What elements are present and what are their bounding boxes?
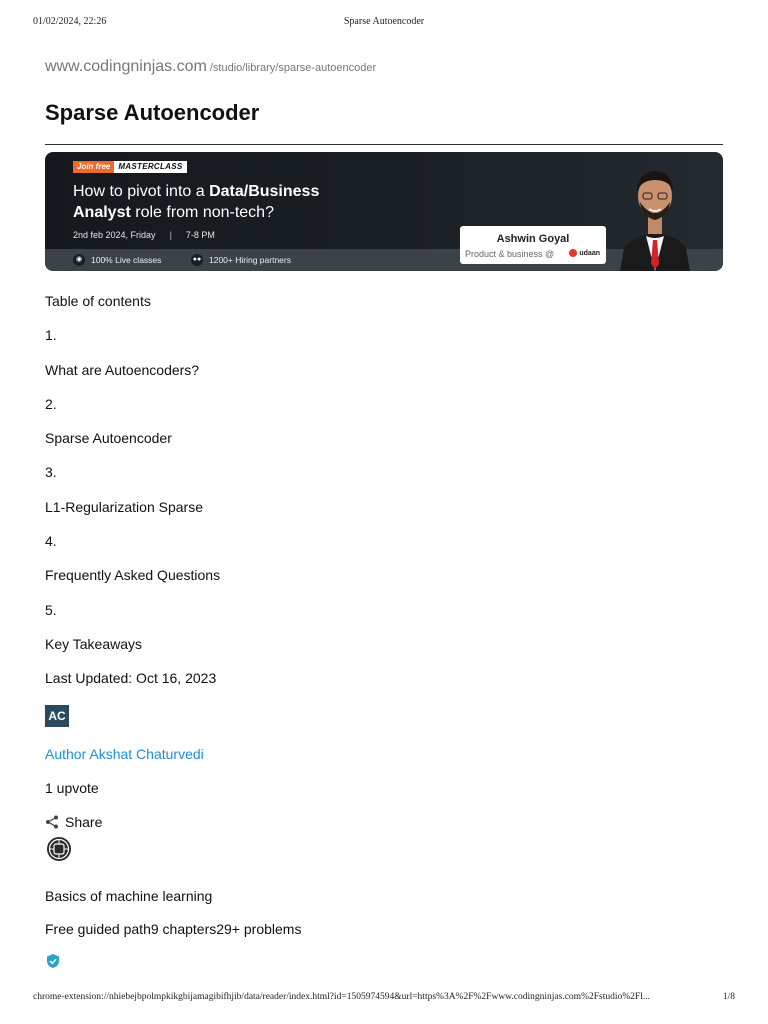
masterclass-badge bbox=[73, 161, 187, 173]
masterclass-banner[interactable] bbox=[45, 152, 723, 271]
people-icon: ●● bbox=[191, 254, 203, 266]
feature-live-classes-label: 100% Live classes bbox=[91, 255, 162, 265]
speaker-photo bbox=[610, 156, 700, 271]
site-path: /studio/library/sparse-autoencoder bbox=[209, 62, 377, 74]
badge-join: Join free bbox=[73, 161, 114, 173]
author-link[interactable]: Author Akshat Chaturvedi bbox=[45, 745, 204, 762]
toc-item-link[interactable]: What are Autoencoders? bbox=[45, 361, 200, 378]
toc-item-number: 3. bbox=[45, 464, 57, 481]
title-divider bbox=[45, 144, 723, 145]
headline-part1: How to pivot into a bbox=[73, 183, 210, 200]
brain-icon bbox=[45, 835, 73, 863]
print-title: Sparse Autoencoder bbox=[343, 16, 425, 27]
print-footer bbox=[33, 992, 735, 1006]
print-datetime: 01/02/2024, 22:26 bbox=[33, 16, 107, 27]
feature-live-classes bbox=[73, 254, 161, 266]
company-name: udaan bbox=[579, 249, 600, 257]
badge-masterclass: MASTERCLASS bbox=[114, 161, 186, 173]
toc-item-number: 5. bbox=[45, 601, 57, 618]
course-meta: Free guided path9 chapters29+ problems bbox=[45, 920, 302, 937]
company-logo bbox=[569, 249, 600, 257]
site-domain: www.codingninjas.com bbox=[45, 58, 207, 75]
headline-part2: role from non-tech? bbox=[130, 204, 274, 221]
toc-heading: Table of contents bbox=[45, 293, 151, 309]
page-title: Sparse Autoencoder bbox=[45, 100, 260, 125]
shield-icon bbox=[45, 953, 61, 969]
event-datetime bbox=[73, 230, 215, 240]
toc-item-link[interactable]: Frequently Asked Questions bbox=[45, 567, 221, 584]
feature-hiring-partners bbox=[191, 254, 291, 266]
course-title[interactable]: Basics of machine learning bbox=[45, 887, 213, 904]
site-url[interactable] bbox=[45, 58, 723, 76]
event-date: 2nd feb 2024, Friday bbox=[73, 230, 156, 240]
speaker-card bbox=[460, 226, 606, 264]
toc-item-number: 4. bbox=[45, 533, 57, 550]
headline-bold1: Data/Business bbox=[209, 183, 320, 200]
print-url: chrome-extension://nhiebejbpolmpkikgbijamagibifhjib/data/reader/index.html?id=1505974594&url=https%3A%2F%2Fwww.codingninjas.com%2Fstudio%2Fl... bbox=[33, 992, 650, 1002]
toc-item-link[interactable]: Key Takeaways bbox=[45, 635, 143, 652]
share-label: Share bbox=[65, 813, 103, 830]
event-separator: | bbox=[169, 230, 172, 240]
company-logo-icon bbox=[569, 249, 577, 257]
share-icon bbox=[45, 815, 59, 829]
broadcast-icon: ◉ bbox=[73, 254, 85, 266]
speaker-name: Ashwin Goyal bbox=[496, 233, 570, 245]
event-time: 7-8 PM bbox=[185, 230, 215, 240]
print-header bbox=[33, 16, 735, 30]
feature-hiring-partners-label: 1200+ Hiring partners bbox=[209, 255, 291, 265]
toc-item-link[interactable]: Sparse Autoencoder bbox=[45, 430, 172, 447]
banner-headline bbox=[73, 181, 319, 223]
page-number: 1/8 bbox=[722, 992, 735, 1002]
speaker-role: Product & business @ bbox=[465, 249, 555, 259]
toc-item-number: 1. bbox=[45, 327, 57, 344]
toc-item-number: 2. bbox=[45, 395, 57, 412]
last-updated: Last Updated: Oct 16, 2023 bbox=[45, 670, 217, 687]
table-of-contents bbox=[45, 293, 723, 705]
toc-item-link[interactable]: L1-Regularization Sparse bbox=[45, 498, 203, 515]
headline-bold2: Analyst bbox=[73, 204, 131, 221]
share-button[interactable] bbox=[45, 814, 723, 830]
author-avatar: AC bbox=[45, 705, 69, 727]
upvote-count[interactable]: 1 upvote bbox=[45, 779, 99, 796]
article bbox=[45, 58, 723, 974]
